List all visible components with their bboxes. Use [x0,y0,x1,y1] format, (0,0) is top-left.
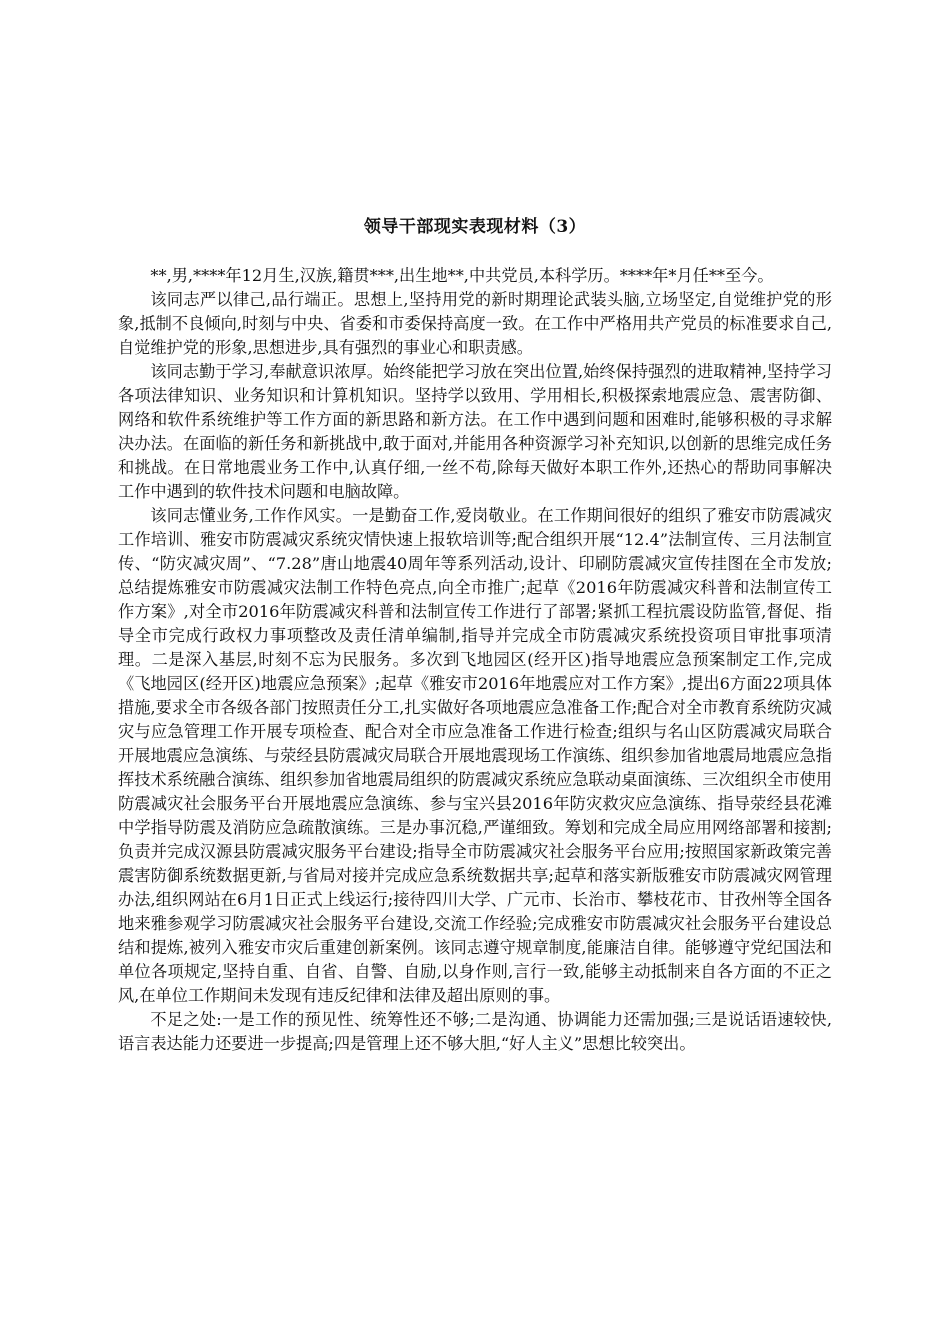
paragraph-work: 该同志懂业务,工作作风实。一是勤奋工作,爱岗敬业。在工作期间很好的组织了雅安市防震减灾工作培训、雅安市防震减灾系统灾情快速上报软培训等;配合组织开展“12.4”法制宣传、三月法制宣传、“防灾减灾周”、“7.28”唐山地震40周年等系列活动,设计、印刷防震减灾宣传挂图在全市发放;总结提炼雅安市防震减灾法制工作特色亮点,向全市推广;起草《2016年防震减灾科普和法制宣传工作方案》,对全市2016年防震减灾科普和法制宣传工作进行了部署;紧抓工程抗震设防监管,督促、指导全市完成行政权力事项整改及责任清单编制,指导并完成全市防震减灾系统投资项目审批事项清理。二是深入基层,时刻不忘为民服务。多次到飞地园区(经开区)指导地震应急预案制定工作,完成《飞地园区(经开区)地震应急预案》;起草《雅安市2016年地震应对工作方案》,提出6方面22项具体措施,要求全市各级各部门按照责任分工,扎实做好各项地震应急准备工作;配合对全市教育系统防灾减灾与应急管理工作开展专项检查、配合对全市应急准备工作进行检查;组织与名山区防震减灾局联合开展地震应急演练、与荥经县防震减灾局联合开展地震现场工作演练、组织参加省地震局地震应急指挥技术系统融合演练、组织参加省地震局组织的防震减灾系统应急联动桌面演练、三次组织全市使用防震减灾社会服务平台开展地震应急演练、参与宝兴县2016年防灾救灾应急演练、指导荥经县花滩中学指导防震及消防应急疏散演练。三是办事沉稳,严谨细致。筹划和完成全局应用网络部署和接割;负责并完成汉源县防震减灾服务平台建设;指导全市防震减灾社会服务平台应用;按照国家新政策完善震害防御系统数据更新,与省局对接并完成应急系统数据共享;起草和落实新版雅安市防震减灾网管理办法,组织网站在6月1日正式上线运行;接待四川大学、广元市、长治市、攀枝花市、甘孜州等全国各地来雅参观学习防震减灾社会服务平台建设,交流工作经验;完成雅安市防震减灾社会服务平台建设总结和提炼,被列入雅安市灾后重建创新案例。该同志遵守规章制度,能廉洁自律。能够遵守党纪国法和单位各项规定,坚持自重、自省、自警、自励,以身作则,言行一致,能够主动抵制来自各方面的不正之风,在单位工作期间未发现有违反纪律和法律及超出原则的事。 [118,506,832,1005]
paragraph-personal-info: **,男,****年12月生,汉族,籍贯***,出生地**,中共党员,本科学历。****年*月任**至今。 [150,266,774,285]
document-page [118,214,832,1056]
paragraph-study: 该同志勤于学习,奉献意识浓厚。始终能把学习放在突出位置,始终保持强烈的进取精神,坚持学习各项法律知识、业务知识和计算机知识。坚持学以致用、学用相长,积极探索地震应急、震害防御、网络和软件系统维护等工作方面的新思路和新方法。在工作中遇到问题和困难时,能够积极的寻求解决办法。在面临的新任务和新挑战中,敢于面对,并能用各种资源学习补充知识,以创新的思维完成任务和挑战。在日常地震业务工作中,认真仔细,一丝不苟,除每天做好本职工作外,还热心的帮助同事解决工作中遇到的软件技术问题和电脑故障。 [118,362,832,501]
paragraph-shortcomings: 不足之处:一是工作的预见性、统筹性还不够;二是沟通、协调能力还需加强;三是说话语速较快,语言表达能力还要进一步提高;四是管理上还不够大胆,“好人主义”思想比较突出。 [118,1010,832,1053]
paragraph-discipline: 该同志严以律己,品行端正。思想上,坚持用党的新时期理论武装头脑,立场坚定,自觉维护党的形象,抵制不良倾向,时刻与中央、省委和市委保持高度一致。在工作中严格用共产党员的标准要求自己,自觉维护党的形象,思想进步,具有强烈的事业心和职责感。 [118,290,832,357]
document-title: 领导干部现实表现材料（3） [363,217,587,237]
